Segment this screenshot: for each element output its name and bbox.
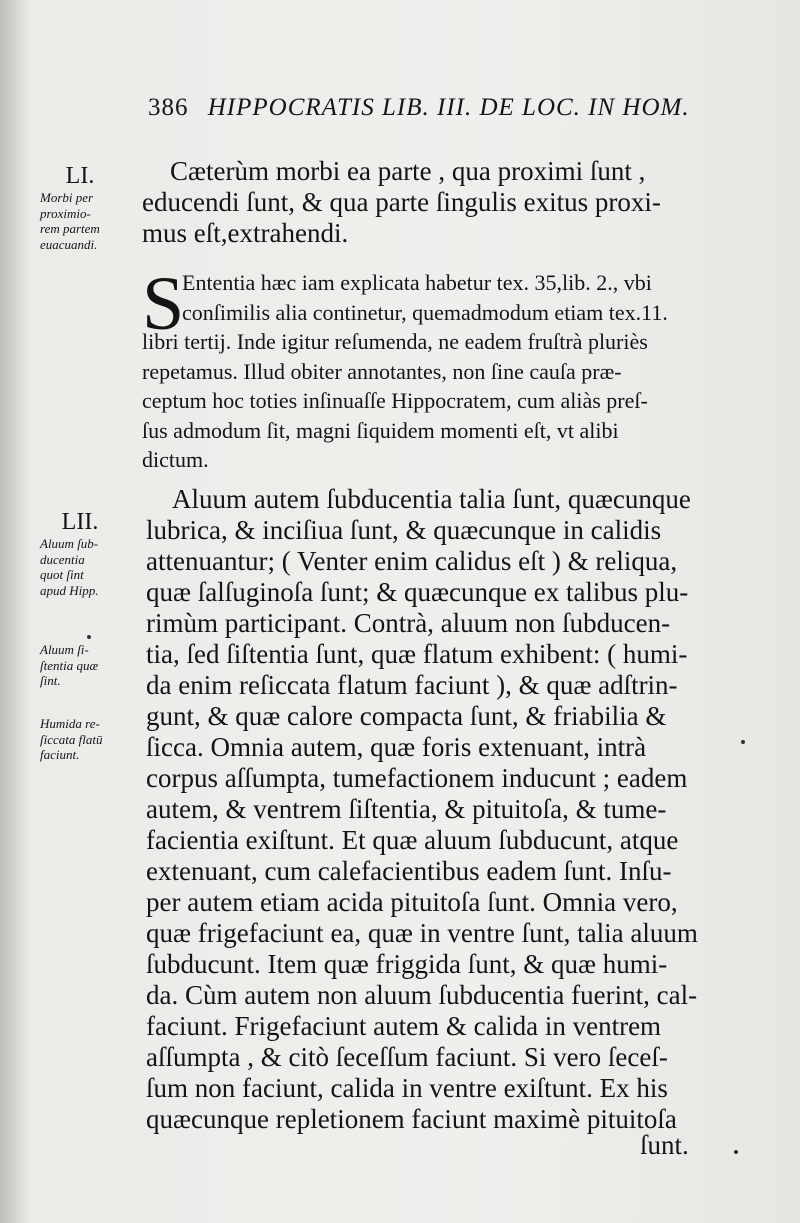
margin-note-line: Humida re- [40,716,100,731]
text-line: quæ frigefaciunt ea, quæ in ventre ſunt, talia aluum [146,918,698,948]
text-line: attenuantur; ( Venter enim calidus eſt ) & reliqua, [146,546,678,576]
text-line: rimùm participant. Contrà, aluum non ſubducen- [146,608,671,638]
text-line: ſubducunt. Item quæ friggida ſunt, & quæ humi- [146,949,668,979]
drop-cap-initial: S [142,262,185,346]
commentary-text [142,262,722,475]
text-line: libri tertij. Inde igitur reſumenda, ne eadem fruſtrà pluriès [142,329,648,354]
text-line: aſſumpta , & citò ſeceſſum faciunt. Si vero ſeceſ- [146,1042,668,1072]
text-line: ſus admodum ſit, magni ſiquidem momenti eſt, vt alibi [142,417,619,443]
margin-note-li [40,162,140,252]
margin-note-lii-1 [40,508,140,598]
text-line: educendi ſunt, & qua parte ſingulis exitus proxi- [142,187,661,217]
text-line: dictum. [142,447,209,472]
text-line: da. Cùm autem non aluum ſubducentia fuerint, cal- [146,980,698,1010]
text-line: da enim reſiccata flatum faciunt ), & quæ adſtrin- [146,670,678,700]
text-line: per autem etiam acida pituitoſa ſunt. Omnia vero, [146,887,678,917]
text-line: quæcunque repletionem faciunt maximè pituitoſa [146,1104,677,1134]
text-line: tia, ſed ſiſtentia ſunt, quæ flatum exhibent: ( humi- [146,639,688,669]
margin-note-line: ſiccata flatū [40,731,103,747]
margin-note-line: rem partem [40,221,100,236]
text-line: mus eſt,extrahendi. [142,218,349,248]
text-line: corpus aſſumpta, tumefactionem inducunt ; eadem [146,763,688,793]
text-line: repetamus. Illud obiter annotantes, non ſine cauſa præ- [142,358,622,384]
margin-note-line: quot ſint [40,567,84,582]
text-line: Aluum autem ſubducentia talia ſunt, quæcunque [172,484,691,514]
margin-note-lii-2 [40,642,140,689]
text-line: gunt, & quæ calore compacta ſunt, & friabilia & [146,701,667,731]
margin-note-line: Aluum ſi- [40,642,89,657]
ink-speck [741,740,745,744]
text-line: extenuant, cum calefacientibus eadem ſunt. Inſu- [146,856,672,886]
aphorism-lii-text [146,484,726,1135]
running-header [148,94,748,134]
final-word: ſunt. [640,1130,689,1160]
text-line: ceptum hoc toties inſinuaſſe Hippocratem, cum aliàs preſ- [142,388,648,413]
text-line: faciunt. Frigefaciunt autem & calida in ventrem [146,1011,662,1041]
margin-note-line: euacuandi. [40,236,98,252]
section-numeral-lii: LII. [61,509,99,535]
margin-note-line: Aluum ſub- [40,536,99,551]
margin-note-line: ſtentia quæ [40,657,99,673]
margin-note-line: Morbi per [40,190,94,205]
margin-note-line: apud Hipp. [40,582,99,598]
text-line: conſimilis alia continetur, quemadmodum etiam tex.11. [182,299,668,325]
text-line: lubrica, & inciſiua ſunt, & quæcunque in calidis [146,515,662,545]
text-line: Ententia hæc iam explicata habetur tex. 35,lib. 2., vbi [182,270,652,295]
ink-speck [87,635,91,639]
text-line: ſicca. Omnia autem, quæ foris extenuant, intrà [146,732,647,762]
margin-note-line: ſint. [40,673,61,688]
text-line: facientia exiſtunt. Et quæ aluum ſubducunt, atque [146,825,679,855]
text-line: autem, & ventrem ſiſtentia, & pituitoſa, & tume- [146,794,667,824]
aphorism-li-text [142,156,750,249]
text-line: quæ ſalſuginoſa ſunt; & quæcunque ex talibus plu- [146,577,689,607]
section-numeral-li: LI. [65,163,95,189]
page-number: 386 [148,94,189,121]
running-title: HIPPOCRATIS LIB. III. DE LOC. IN HOM. [207,94,690,121]
text-line: ſum non faciunt, calida in ventre exiſtunt. Ex his [146,1073,668,1103]
text-line: Cæterùm morbi ea parte , qua proximi ſunt , [170,156,646,186]
margin-note-line: proximio- [40,205,91,221]
ink-speck [734,1150,738,1154]
margin-note-lii-3 [40,716,140,763]
margin-note-line: ducentia [40,551,85,567]
margin-note-line: faciunt. [40,747,80,762]
